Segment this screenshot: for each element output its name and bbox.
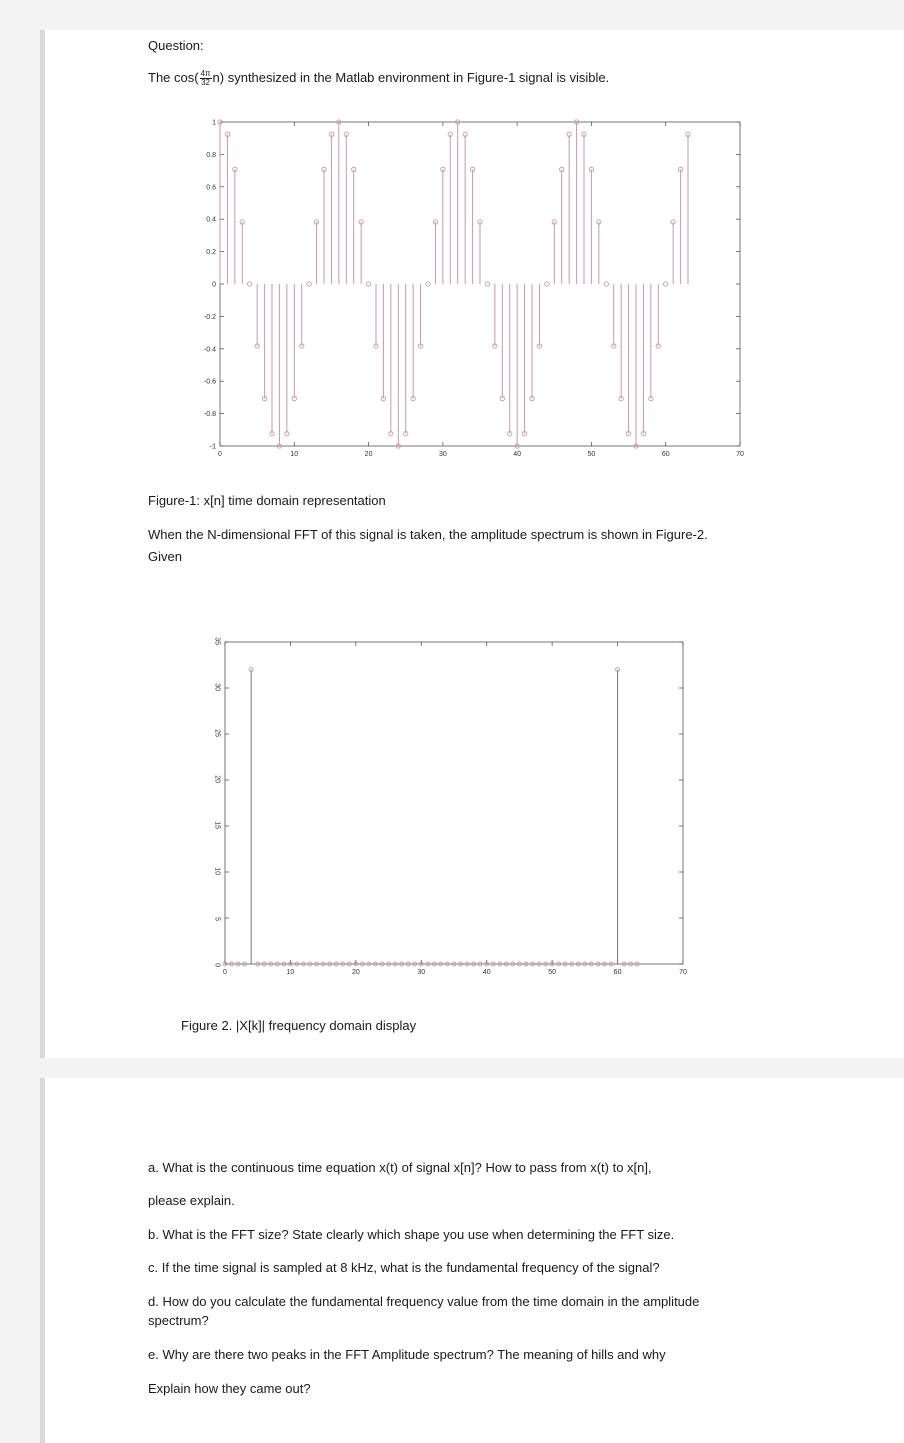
stem-marker	[545, 282, 549, 286]
x-tick-label: 30	[438, 451, 447, 458]
stem-marker	[664, 282, 668, 286]
y-tick-label: 0.4	[206, 216, 216, 224]
figure-2-frequency-domain-plot	[145, 602, 705, 994]
stem-marker	[248, 282, 252, 286]
figure-1-caption: Figure-1: x[n] time domain representation	[148, 493, 386, 508]
fraction	[200, 70, 212, 87]
y-tick-label: -1	[209, 443, 216, 451]
plot-frame	[225, 642, 683, 964]
question-a-line-2: please explain.	[148, 1193, 235, 1208]
y-tick-label: 0.6	[206, 184, 216, 192]
intro-suffix: n) synthesized in the Matlab environment in Figure-1 signal is visible.	[212, 70, 610, 85]
x-tick-label: 50	[587, 451, 596, 458]
fraction-numerator: 4π	[200, 69, 211, 79]
stem-marker	[307, 282, 311, 286]
question-e-line-2: Explain how they came out?	[148, 1381, 311, 1396]
y-tick-label: 25	[213, 729, 221, 737]
y-tick-label: 35	[213, 637, 221, 645]
y-tick-label: 0	[212, 281, 216, 289]
y-tick-label: -0.2	[203, 313, 216, 321]
x-tick-label: 40	[482, 969, 491, 976]
intro-prefix: The cos(	[148, 70, 199, 85]
y-tick-label: 0.2	[206, 249, 216, 257]
y-tick-label: 0	[213, 963, 221, 967]
x-tick-label: 40	[513, 451, 522, 458]
question-d-line-1: d. How do you calculate the fundamental frequency value from the time domain in the amplitude	[148, 1294, 700, 1309]
intro-sentence	[148, 69, 609, 87]
x-tick-label: 50	[548, 969, 557, 976]
y-tick-label: -0.6	[203, 378, 216, 386]
stem-marker	[366, 282, 370, 286]
x-tick-label: 70	[679, 969, 687, 976]
x-tick-label: 20	[364, 451, 373, 458]
x-tick-label: 10	[290, 451, 299, 458]
y-tick-label: 30	[213, 683, 221, 691]
x-tick-label: 0	[223, 969, 227, 976]
question-c: c. If the time signal is sampled at 8 kHz, what is the fundamental frequency of the signal?	[148, 1260, 660, 1275]
y-tick-label: 5	[213, 917, 221, 921]
question-heading: Question:	[148, 38, 204, 53]
question-page-2	[40, 1078, 904, 1443]
x-tick-label: 60	[661, 451, 670, 458]
x-tick-label: 0	[218, 451, 222, 458]
question-d-line-2: spectrum?	[148, 1313, 209, 1328]
stem-marker	[426, 282, 430, 286]
question-b: b. What is the FFT size? State clearly which shape you use when determining the FFT size.	[148, 1227, 675, 1242]
y-tick-label: -0.8	[203, 411, 216, 419]
y-tick-label: 15	[213, 821, 221, 829]
question-e-line-1: e. Why are there two peaks in the FFT Amplitude spectrum? The meaning of hills and why	[148, 1347, 666, 1362]
stem-marker	[485, 282, 489, 286]
x-tick-label: 10	[286, 969, 295, 976]
fft-paragraph-line-1: When the N-dimensional FFT of this signal is taken, the amplitude spectrum is shown in Figure-2.	[148, 527, 708, 542]
question-page-1	[40, 30, 904, 1058]
stem-marker	[604, 282, 608, 286]
figure-1-time-domain-plot	[145, 112, 755, 472]
x-tick-label: 70	[736, 451, 744, 458]
y-tick-label: 1	[212, 119, 216, 127]
x-tick-label: 30	[417, 969, 426, 976]
y-tick-label: -0.4	[203, 346, 216, 354]
y-tick-label: 10	[213, 867, 221, 875]
figure-2-caption: Figure 2. |X[k]| frequency domain display	[181, 1018, 417, 1033]
fft-paragraph-line-2: Given	[148, 549, 182, 564]
question-a-line-1: a. What is the continuous time equation x(t) of signal x[n]? How to pass from x(t) to x[n],	[148, 1160, 652, 1175]
fraction-denominator: 32	[201, 78, 211, 88]
x-tick-label: 60	[613, 969, 622, 976]
y-tick-label: 0.8	[206, 151, 216, 159]
x-tick-label: 20	[351, 969, 360, 976]
y-tick-label: 20	[213, 775, 221, 783]
